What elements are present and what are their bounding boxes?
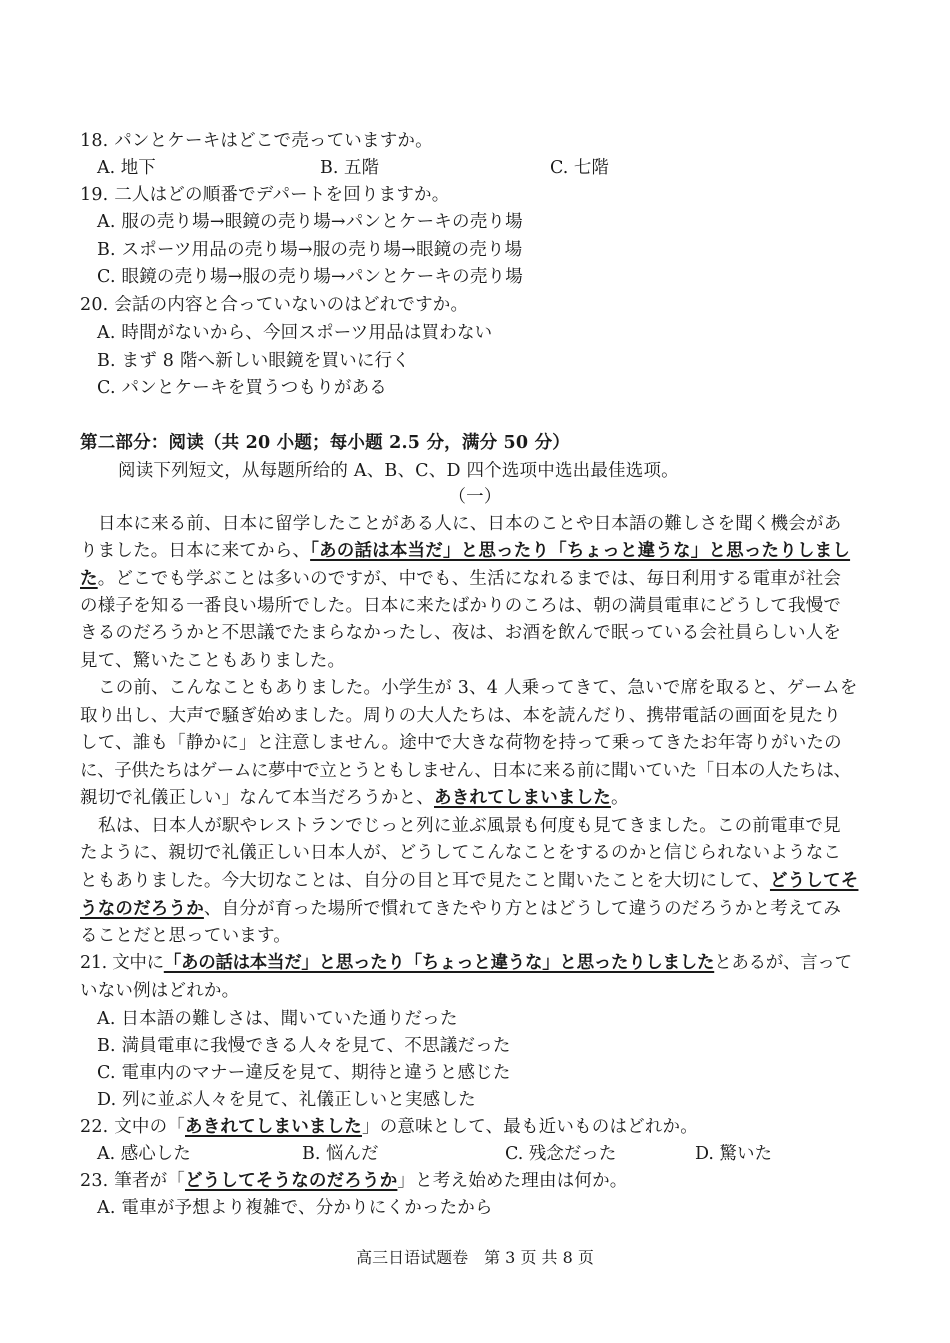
underlined-phrase-3: どうしてそ xyxy=(769,871,859,891)
q21-stem-line2: いない例はどれか。 xyxy=(80,981,240,1001)
q23-underlined: どうしてそうなのだろうか xyxy=(185,1171,398,1191)
passage-line: の様子を知る一番良い場所でした。日本に来たばかりのころは、朝の満員電車にどうして我慢で xyxy=(80,596,842,616)
passage-line xyxy=(80,785,880,812)
q19-option-a: A. 服の売り場→眼鏡の売り場→パンとケーキの売り場 xyxy=(97,212,523,232)
q20-stem: 20. 会話の内容と合っていないのはどれですか。 xyxy=(80,295,469,315)
q21-option-c: C. 電車内のマナー違反を見て、期待と違うと感じた xyxy=(97,1063,511,1083)
q22-stem-text: 22. 文中の「 xyxy=(80,1117,185,1137)
q22-stem-text: 」の意味として、最も近いものはどれか。 xyxy=(362,1117,698,1137)
passage-line xyxy=(80,566,880,593)
q22-option-c: C. 残念だった xyxy=(505,1144,617,1164)
passage-line xyxy=(80,896,880,923)
q18-options xyxy=(97,155,857,182)
passage-line: 私は、日本人が駅やレストランでじっと列に並ぶ風景も何度も見てきました。この前電車で見 xyxy=(98,816,841,836)
passage-line: 見て、驚いたこともありました。 xyxy=(80,651,346,671)
passage-text: 。どこでも学ぶことは多いのですが、中でも、生活になれるまでは、毎日利用する電車が社会 xyxy=(97,569,842,589)
q21-stem-text: 21. 文中に xyxy=(80,953,164,973)
q21-stem-text: とあるが、言って xyxy=(714,953,852,973)
q21-option-a: A. 日本語の難しさは、聞いていた通りだった xyxy=(97,1009,458,1029)
passage-line: 日本に来る前、日本に留学したことがある人に、日本のことや日本語の難しさを聞く機会があ xyxy=(98,514,842,534)
section-instruction: 阅读下列短文，从每题所给的 A、B、C、D 四个选项中选出最佳选项。 xyxy=(118,461,679,481)
underlined-phrase-1-end: た xyxy=(80,569,98,589)
q19-option-b: B. スポーツ用品の売り場→服の売り場→眼鏡の売り場 xyxy=(97,240,523,260)
passage-line: きるのだろうかと不思議でたまらなかったし、夜は、お酒を飲んで眠っている会社員らしい人を xyxy=(80,623,842,643)
passage-line: に、子供たちはゲームに夢中で立とうともしません、日本に来る前に聞いていた「日本の人たちは、 xyxy=(80,761,851,781)
passage-line: ることだと思っています。 xyxy=(80,926,291,946)
passage-text: 、自分が育った場所で慣れてきたやり方とはどうして違うのだろうかと考えてみ xyxy=(203,899,842,919)
passage-line: たように、親切で礼儀正しい日本人が、どうしてこんなことをするのかと信じられないようなこ xyxy=(80,843,842,863)
q23-stem-text: 」と考え始めた理由は何か。 xyxy=(397,1171,628,1191)
passage-text: ともありました。今大切なことは、自分の目と耳で見たこと聞いたことを大切にして、 xyxy=(80,871,770,891)
passage-line: 取り出し、大声で騒ぎ始めました。周りの大人たちは、本を読んだり、携帯電話の画面を見たり xyxy=(80,706,842,726)
passage-text: りました。日本に来てから、 xyxy=(80,541,311,561)
q19-stem: 19. 二人はどの順番でデパートを回りますか。 xyxy=(80,185,450,205)
q22-option-d: D. 驚いた xyxy=(695,1144,773,1164)
page-footer: 高三日语试题卷 第 3 页 共 8 页 xyxy=(356,1248,594,1267)
underlined-phrase-3-end: うなのだろうか xyxy=(80,899,204,919)
passage-line xyxy=(80,538,880,565)
q18-stem: 18. パンとケーキはどこで売っていますか。 xyxy=(80,131,433,151)
q23-option-a: A. 電車が予想より複雑で、分かりにくかったから xyxy=(97,1198,493,1218)
q23-stem xyxy=(80,1168,880,1195)
q22-options xyxy=(97,1141,857,1168)
q21-option-d: D. 列に並ぶ人々を見て、礼儀正しいと実感した xyxy=(97,1090,476,1110)
q18-option-b: B. 五階 xyxy=(320,158,379,178)
q22-underlined: あきれてしまいました xyxy=(185,1117,362,1137)
q18-option-a: A. 地下 xyxy=(97,158,156,178)
passage-line xyxy=(80,868,880,895)
q22-option-a: A. 感心した xyxy=(97,1144,191,1164)
passage-line: この前、こんなこともありました。小学生が 3、4 人乗ってきて、急いで席を取ると、ゲームを xyxy=(98,678,858,698)
underlined-phrase-2: あきれてしまいました xyxy=(434,788,611,808)
q20-option-b: B. まず 8 階へ新しい眼鏡を買いに行く xyxy=(97,351,410,371)
q18-option-c: C. 七階 xyxy=(550,158,609,178)
passage-text: 。 xyxy=(611,788,629,808)
q23-stem-text: 23. 筆者が「 xyxy=(80,1171,185,1191)
passage-text: 親切で礼儀正しい」なんて本当だろうかと、 xyxy=(80,788,434,808)
q21-stem xyxy=(80,950,880,977)
q20-option-a: A. 時間がないから、今回スポーツ用品は買わない xyxy=(97,323,493,343)
passage-number: （一） xyxy=(448,487,502,507)
q19-option-c: C. 眼鏡の売り場→服の売り場→パンとケーキの売り場 xyxy=(97,267,523,287)
section-title: 第二部分：阅读（共 20 小题；每小题 2.5 分，满分 50 分） xyxy=(80,433,571,453)
underlined-phrase-1: 「あの話は本当だ」と思ったり「ちょっと違うな」と思ったりしまし xyxy=(310,541,851,561)
q20-option-c: C. パンとケーキを買うつもりがある xyxy=(97,378,387,398)
q21-option-b: B. 満員電車に我慢できる人々を見て、不思議だった xyxy=(97,1036,511,1056)
passage-line: して、誰も「静かに」と注意しません。途中で大きな荷物を持って乗ってきたお年寄りがいたの xyxy=(80,733,842,753)
q22-stem xyxy=(80,1114,880,1141)
q22-option-b: B. 悩んだ xyxy=(302,1144,379,1164)
q21-underlined: 「あの話は本当だ」と思ったり「ちょっと違うな」と思ったりしました xyxy=(163,953,715,973)
